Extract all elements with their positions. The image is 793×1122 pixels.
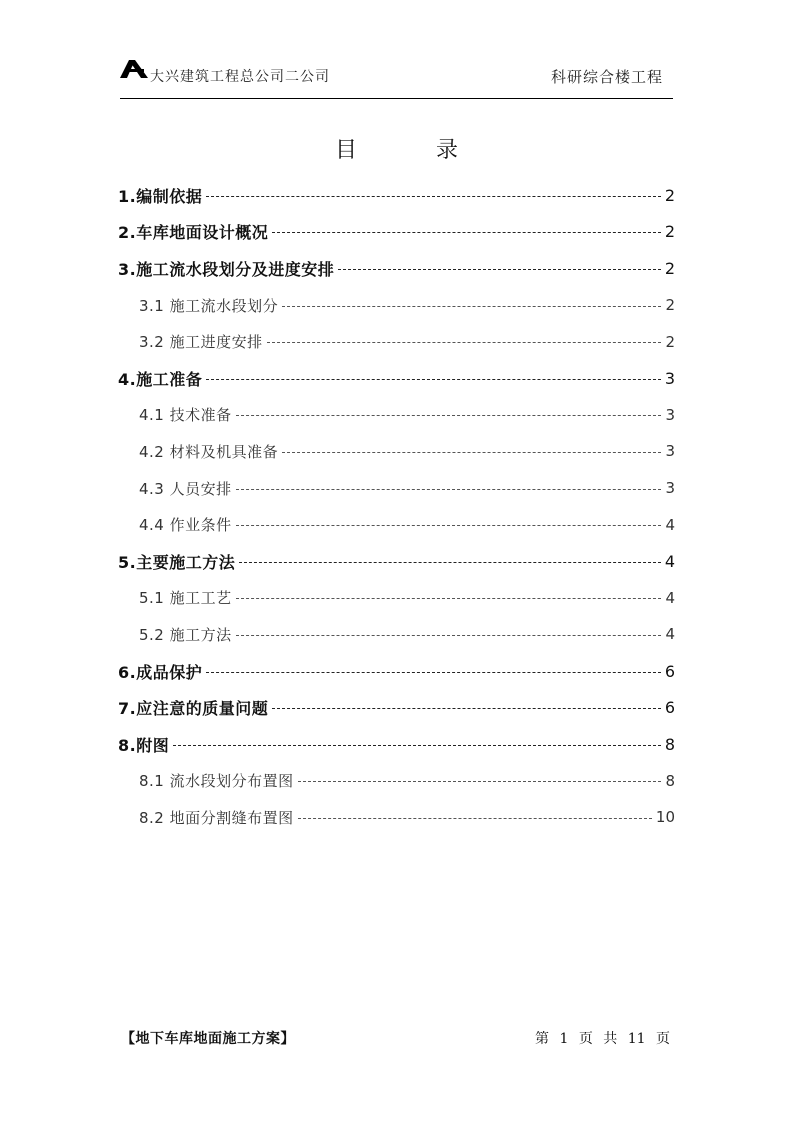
- toc-entry[interactable]: [118, 287, 675, 324]
- toc-entry-page: 2: [664, 185, 675, 205]
- toc-entry-page: 6: [664, 698, 675, 718]
- toc-entry[interactable]: [118, 580, 675, 617]
- toc-entry-label: 1.编制依据: [118, 186, 203, 206]
- toc-entry[interactable]: [118, 653, 675, 690]
- toc-leader-dashes: [236, 489, 662, 490]
- toc-leader-dashes: [236, 635, 662, 636]
- toc-entry[interactable]: [118, 689, 675, 726]
- toc-entry-label: 7.应注意的质量问题: [118, 699, 269, 719]
- toc-entry[interactable]: [118, 616, 675, 653]
- toc-entry[interactable]: [118, 799, 675, 836]
- toc-entry-page: 4: [665, 625, 675, 644]
- toc-entry[interactable]: [118, 433, 675, 470]
- toc-entry[interactable]: [118, 323, 675, 360]
- toc-entry-page: 8: [665, 771, 675, 790]
- toc-entry[interactable]: [118, 177, 675, 214]
- toc-entry-label: 4.1 技术准备: [139, 406, 232, 425]
- toc-entry-label: 4.施工准备: [118, 369, 203, 389]
- project-name: 科研综合楼工程: [550, 68, 663, 86]
- toc-leader-dashes: [173, 745, 661, 746]
- toc-entry-page: 3: [665, 442, 675, 461]
- toc-entry-page: 3: [665, 405, 675, 424]
- toc-entry[interactable]: [118, 250, 675, 287]
- toc-leader-dashes: [298, 781, 662, 782]
- toc-entry-page: 8: [664, 734, 675, 754]
- toc-leader-dashes: [236, 415, 662, 416]
- footer-document-name: 【地下车库地面施工方案】: [121, 1031, 295, 1047]
- toc-entry-page: 2: [665, 332, 675, 351]
- toc-entry[interactable]: [118, 214, 675, 251]
- toc-entry-label: 3.1 施工流水段划分: [139, 296, 279, 315]
- toc-entry-label: 3.2 施工进度安排: [139, 333, 263, 352]
- page-title: 目 录: [335, 138, 494, 163]
- toc-entry-label: 5.1 施工工艺: [139, 589, 232, 608]
- toc-leader-dashes: [236, 598, 662, 599]
- company-name: 大兴建筑工程总公司二公司: [150, 69, 330, 85]
- toc-entry-page: 6: [664, 661, 675, 681]
- toc-entry-label: 4.4 作业条件: [139, 516, 232, 535]
- page-header: [120, 62, 673, 99]
- toc-entry-page: 4: [664, 551, 675, 571]
- toc-entry-label: 8.2 地面分割缝布置图: [139, 808, 294, 827]
- toc-entry-page: 2: [665, 296, 675, 315]
- toc-entry-page: 2: [664, 258, 675, 278]
- toc-leader-dashes: [298, 818, 652, 819]
- toc-leader-dashes: [282, 306, 661, 307]
- toc-leader-dashes: [206, 379, 661, 380]
- toc-leader-dashes: [272, 232, 661, 233]
- toc-entry-page: 3: [664, 368, 675, 388]
- toc-entry[interactable]: [118, 470, 675, 507]
- toc-entry[interactable]: [118, 397, 675, 434]
- toc-entry[interactable]: [118, 763, 675, 800]
- toc-entry[interactable]: [118, 506, 675, 543]
- toc-entry-page: 4: [665, 588, 675, 607]
- toc-leader-dashes: [236, 525, 662, 526]
- toc-entry-page: 3: [665, 479, 675, 498]
- toc-entry-label: 8.1 流水段划分布置图: [139, 772, 294, 791]
- footer-page-info: 第 1 页 共 11 页: [535, 1031, 670, 1047]
- toc-entry[interactable]: [118, 360, 675, 397]
- toc-entry-label: 5.2 施工方法: [139, 625, 232, 644]
- table-of-contents: [118, 177, 675, 836]
- toc-entry-page: 2: [664, 222, 675, 242]
- toc-entry-page: 10: [655, 808, 675, 827]
- toc-leader-dashes: [206, 672, 661, 673]
- toc-entry[interactable]: [118, 543, 675, 580]
- toc-leader-dashes: [267, 342, 662, 343]
- toc-entry-label: 4.3 人员安排: [139, 479, 232, 498]
- toc-leader-dashes: [338, 269, 661, 270]
- toc-entry-label: 5.主要施工方法: [118, 552, 236, 572]
- toc-entry-label: 8.附图: [118, 735, 170, 755]
- toc-entry[interactable]: [118, 726, 675, 763]
- toc-entry-label: 6.成品保护: [118, 662, 203, 682]
- toc-entry-label: 2.车库地面设计概况: [118, 223, 269, 243]
- toc-entry-page: 4: [665, 515, 675, 534]
- toc-leader-dashes: [206, 196, 661, 197]
- toc-leader-dashes: [272, 708, 661, 709]
- toc-leader-dashes: [239, 562, 661, 563]
- toc-entry-label: 3.施工流水段划分及进度安排: [118, 259, 335, 279]
- company-logo-icon: [120, 58, 150, 80]
- toc-entry-label: 4.2 材料及机具准备: [139, 442, 279, 461]
- toc-leader-dashes: [282, 452, 661, 453]
